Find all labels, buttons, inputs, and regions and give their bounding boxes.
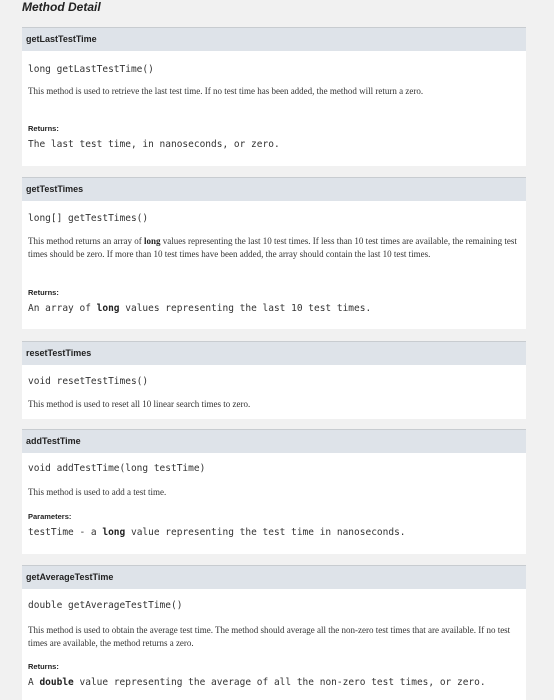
parameter-text: testTime - a xyxy=(28,527,103,538)
parameter-text: value representing the test time in nanoseconds. xyxy=(125,527,406,538)
returns-label: Returns: xyxy=(28,124,59,133)
method-header[interactable]: getAverageTestTime xyxy=(22,565,526,589)
method-description: This method is used to add a test time. xyxy=(28,487,167,497)
method-header[interactable]: getTestTimes xyxy=(22,177,526,201)
returns-label: Returns: xyxy=(28,662,59,671)
returns-text: An array of xyxy=(28,303,97,314)
returns-text: values representing the last 10 test times. xyxy=(119,303,372,314)
method-header[interactable]: getLastTestTime xyxy=(22,27,526,51)
method-signature: double getAverageTestTime() xyxy=(28,600,183,611)
returns-value: The last test time, in nanoseconds, or zero. xyxy=(28,139,280,150)
method-header[interactable]: resetTestTimes xyxy=(22,341,526,365)
method-signature: long getLastTestTime() xyxy=(28,64,154,75)
description-text: values representing the last 10 test times. If less than 10 test times are available, the remaining test times should be zero. If more than 10 test times have been added, the array should contain the last 10 test times. xyxy=(28,236,517,259)
method-block-getLastTestTime xyxy=(22,27,526,166)
method-description xyxy=(28,235,518,261)
returns-value xyxy=(28,677,486,688)
section-title: Method Detail xyxy=(22,0,101,14)
parameters-label: Parameters: xyxy=(28,512,72,521)
description-bold-type: long xyxy=(143,236,161,246)
method-block-resetTestTimes xyxy=(22,341,526,419)
method-description: This method is used to reset all 10 linear search times to zero. xyxy=(28,399,251,409)
method-header[interactable]: addTestTime xyxy=(22,429,526,453)
returns-label: Returns: xyxy=(28,288,59,297)
returns-bold-type: long xyxy=(96,303,120,314)
parameter-value xyxy=(28,527,406,538)
description-text: This method returns an array of xyxy=(28,236,144,246)
method-block-addTestTime xyxy=(22,429,526,554)
method-description: This method is used to retrieve the last test time. If no test time has been added, the method will return a zero. xyxy=(28,86,424,96)
method-description: This method is used to obtain the average test time. The method should average all the non-zero test times that are available. If no test times are available, the method returns a zero. xyxy=(28,625,511,648)
method-block-getTestTimes xyxy=(22,177,526,329)
returns-bold-type: double xyxy=(39,677,74,688)
parameter-bold-type: long xyxy=(102,527,126,538)
method-signature: void addTestTime(long testTime) xyxy=(28,463,206,474)
returns-text: value representing the average of all the non-zero test times, or zero. xyxy=(73,677,486,688)
returns-text: A xyxy=(28,677,40,688)
method-signature: long[] getTestTimes() xyxy=(28,213,149,224)
method-block-getAverageTestTime xyxy=(22,565,526,700)
returns-value xyxy=(28,303,371,314)
method-signature: void resetTestTimes() xyxy=(28,376,149,387)
